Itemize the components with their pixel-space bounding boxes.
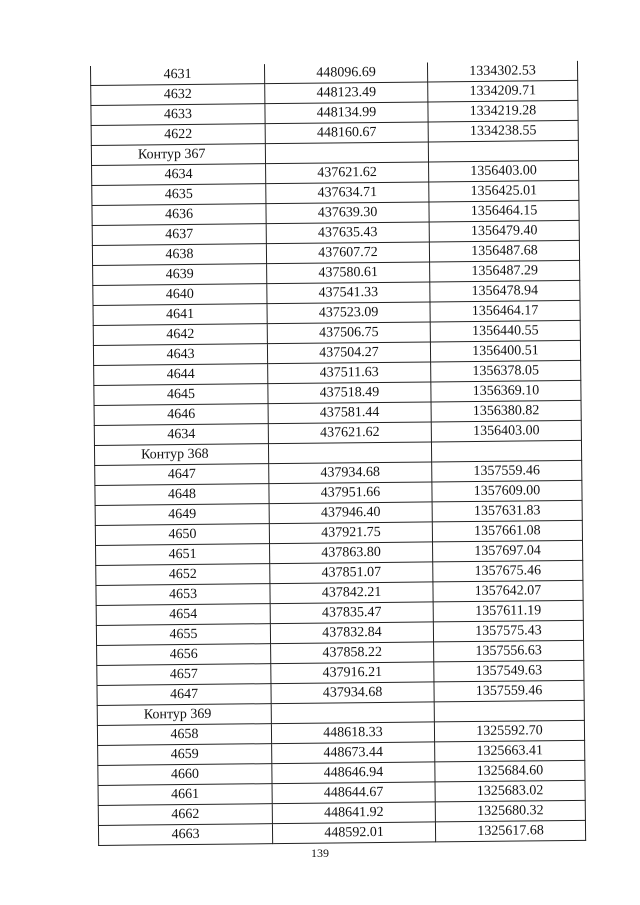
- empty-cell: [268, 442, 431, 464]
- x-coordinate: 437580.61: [267, 262, 430, 284]
- point-number: 4631: [90, 64, 264, 85]
- y-coordinate: 1325592.70: [434, 720, 584, 742]
- contour-label: Контур 368: [94, 444, 268, 466]
- x-coordinate: 437863.80: [270, 542, 433, 564]
- x-coordinate: 437506.75: [267, 322, 430, 344]
- x-coordinate: 448644.67: [272, 782, 435, 804]
- point-number: 4634: [92, 164, 266, 186]
- point-number: 4661: [98, 784, 272, 806]
- y-coordinate: 1357697.04: [433, 540, 583, 562]
- coordinates-table-sheet: [90, 61, 582, 846]
- y-coordinate: 1357549.63: [434, 660, 584, 682]
- x-coordinate: 437581.44: [268, 402, 431, 424]
- point-number: 4638: [92, 244, 266, 266]
- x-coordinate: 448646.94: [272, 762, 435, 784]
- y-coordinate: 1325680.32: [435, 800, 585, 822]
- x-coordinate: 437607.72: [266, 242, 429, 264]
- point-number: 4657: [97, 664, 271, 686]
- y-coordinate: 1356400.51: [430, 340, 580, 362]
- point-number: 4644: [94, 364, 268, 386]
- empty-cell: [431, 440, 581, 462]
- y-coordinate: 1357675.46: [433, 560, 583, 582]
- x-coordinate: 448592.01: [272, 822, 435, 844]
- y-coordinate: 1357575.43: [433, 620, 583, 642]
- x-coordinate: 437842.21: [270, 582, 433, 604]
- y-coordinate: 1325617.68: [435, 820, 585, 842]
- point-number: 4643: [93, 344, 267, 366]
- x-coordinate: 437934.68: [271, 682, 434, 704]
- y-coordinate: 1334219.28: [428, 100, 578, 122]
- x-coordinate: 437946.40: [269, 502, 432, 524]
- x-coordinate: 437851.07: [270, 562, 433, 584]
- x-coordinate: 437504.27: [267, 342, 430, 364]
- point-number: 4633: [91, 104, 265, 126]
- contour-label: Контур 369: [97, 704, 271, 726]
- point-number: 4654: [96, 604, 270, 626]
- y-coordinate: 1357611.19: [433, 600, 583, 622]
- x-coordinate: 448134.99: [265, 102, 428, 124]
- point-number: 4648: [95, 484, 269, 506]
- y-coordinate: 1356369.10: [431, 380, 581, 402]
- y-coordinate: 1334238.55: [428, 120, 578, 142]
- x-coordinate: 437541.33: [267, 282, 430, 304]
- y-coordinate: 1357556.63: [434, 640, 584, 662]
- y-coordinate: 1334302.53: [427, 61, 577, 82]
- point-number: 4659: [98, 744, 272, 766]
- x-coordinate: 437951.66: [269, 482, 432, 504]
- x-coordinate: 437635.43: [266, 222, 429, 244]
- x-coordinate: 437832.84: [270, 622, 433, 644]
- point-number: 4662: [98, 804, 272, 826]
- point-number: 4653: [96, 584, 270, 606]
- y-coordinate: 1356425.01: [429, 180, 579, 202]
- y-coordinate: 1357559.46: [434, 680, 584, 702]
- point-number: 4651: [96, 544, 270, 566]
- x-coordinate: 437835.47: [270, 602, 433, 624]
- y-coordinate: 1357661.08: [432, 520, 582, 542]
- x-coordinate: 437916.21: [271, 662, 434, 684]
- y-coordinate: 1334209.71: [428, 80, 578, 102]
- x-coordinate: 437621.62: [266, 162, 429, 184]
- point-number: 4640: [93, 284, 267, 306]
- x-coordinate: 437634.71: [266, 182, 429, 204]
- x-coordinate: 448123.49: [265, 82, 428, 104]
- point-number: 4663: [98, 824, 272, 846]
- y-coordinate: 1356464.15: [429, 200, 579, 222]
- y-coordinate: 1356380.82: [431, 400, 581, 422]
- y-coordinate: 1357609.00: [432, 480, 582, 502]
- point-number: 4634: [94, 424, 268, 446]
- y-coordinate: 1356403.00: [429, 160, 579, 182]
- x-coordinate: 448618.33: [271, 722, 434, 744]
- point-number: 4642: [93, 324, 267, 346]
- x-coordinate: 437523.09: [267, 302, 430, 324]
- point-number: 4658: [97, 724, 271, 746]
- y-coordinate: 1356440.55: [430, 320, 580, 342]
- x-coordinate: 437518.49: [268, 382, 431, 404]
- empty-cell: [428, 140, 578, 162]
- x-coordinate: 437621.62: [268, 422, 431, 444]
- point-number: 4635: [92, 184, 266, 206]
- x-coordinate: 437921.75: [269, 522, 432, 544]
- point-number: 4660: [98, 764, 272, 786]
- x-coordinate: 448160.67: [265, 122, 428, 144]
- y-coordinate: 1357559.46: [432, 460, 582, 482]
- empty-cell: [271, 702, 434, 724]
- y-coordinate: 1325684.60: [435, 760, 585, 782]
- coordinates-table: [90, 61, 586, 846]
- x-coordinate: 448673.44: [272, 742, 435, 764]
- point-number: 4647: [95, 464, 269, 486]
- contour-label: Контур 367: [91, 144, 265, 166]
- point-number: 4639: [93, 264, 267, 286]
- point-number: 4650: [95, 524, 269, 546]
- x-coordinate: 437934.68: [269, 462, 432, 484]
- y-coordinate: 1357631.83: [432, 500, 582, 522]
- coordinates-table-body: [90, 61, 585, 846]
- y-coordinate: 1357642.07: [433, 580, 583, 602]
- point-number: 4646: [94, 404, 268, 426]
- point-number: 4652: [96, 564, 270, 586]
- page-number: 139: [311, 846, 329, 860]
- y-coordinate: 1356479.40: [429, 220, 579, 242]
- y-coordinate: 1356403.00: [431, 420, 581, 442]
- point-number: 4636: [92, 204, 266, 226]
- y-coordinate: 1325683.02: [435, 780, 585, 802]
- point-number: 4645: [94, 384, 268, 406]
- point-number: 4647: [97, 684, 271, 706]
- x-coordinate: 437511.63: [268, 362, 431, 384]
- empty-cell: [265, 142, 428, 164]
- y-coordinate: 1356487.29: [430, 260, 580, 282]
- point-number: 4622: [91, 124, 265, 146]
- x-coordinate: 437639.30: [266, 202, 429, 224]
- empty-cell: [434, 700, 584, 722]
- point-number: 4632: [91, 84, 265, 106]
- y-coordinate: 1325663.41: [435, 740, 585, 762]
- point-number: 4641: [93, 304, 267, 326]
- y-coordinate: 1356464.17: [430, 300, 580, 322]
- point-number: 4656: [97, 644, 271, 666]
- y-coordinate: 1356487.68: [429, 240, 579, 262]
- x-coordinate: 448641.92: [272, 802, 435, 824]
- point-number: 4655: [96, 624, 270, 646]
- point-number: 4649: [95, 504, 269, 526]
- x-coordinate: 437858.22: [271, 642, 434, 664]
- y-coordinate: 1356478.94: [430, 280, 580, 302]
- x-coordinate: 448096.69: [264, 62, 427, 83]
- point-number: 4637: [92, 224, 266, 246]
- y-coordinate: 1356378.05: [431, 360, 581, 382]
